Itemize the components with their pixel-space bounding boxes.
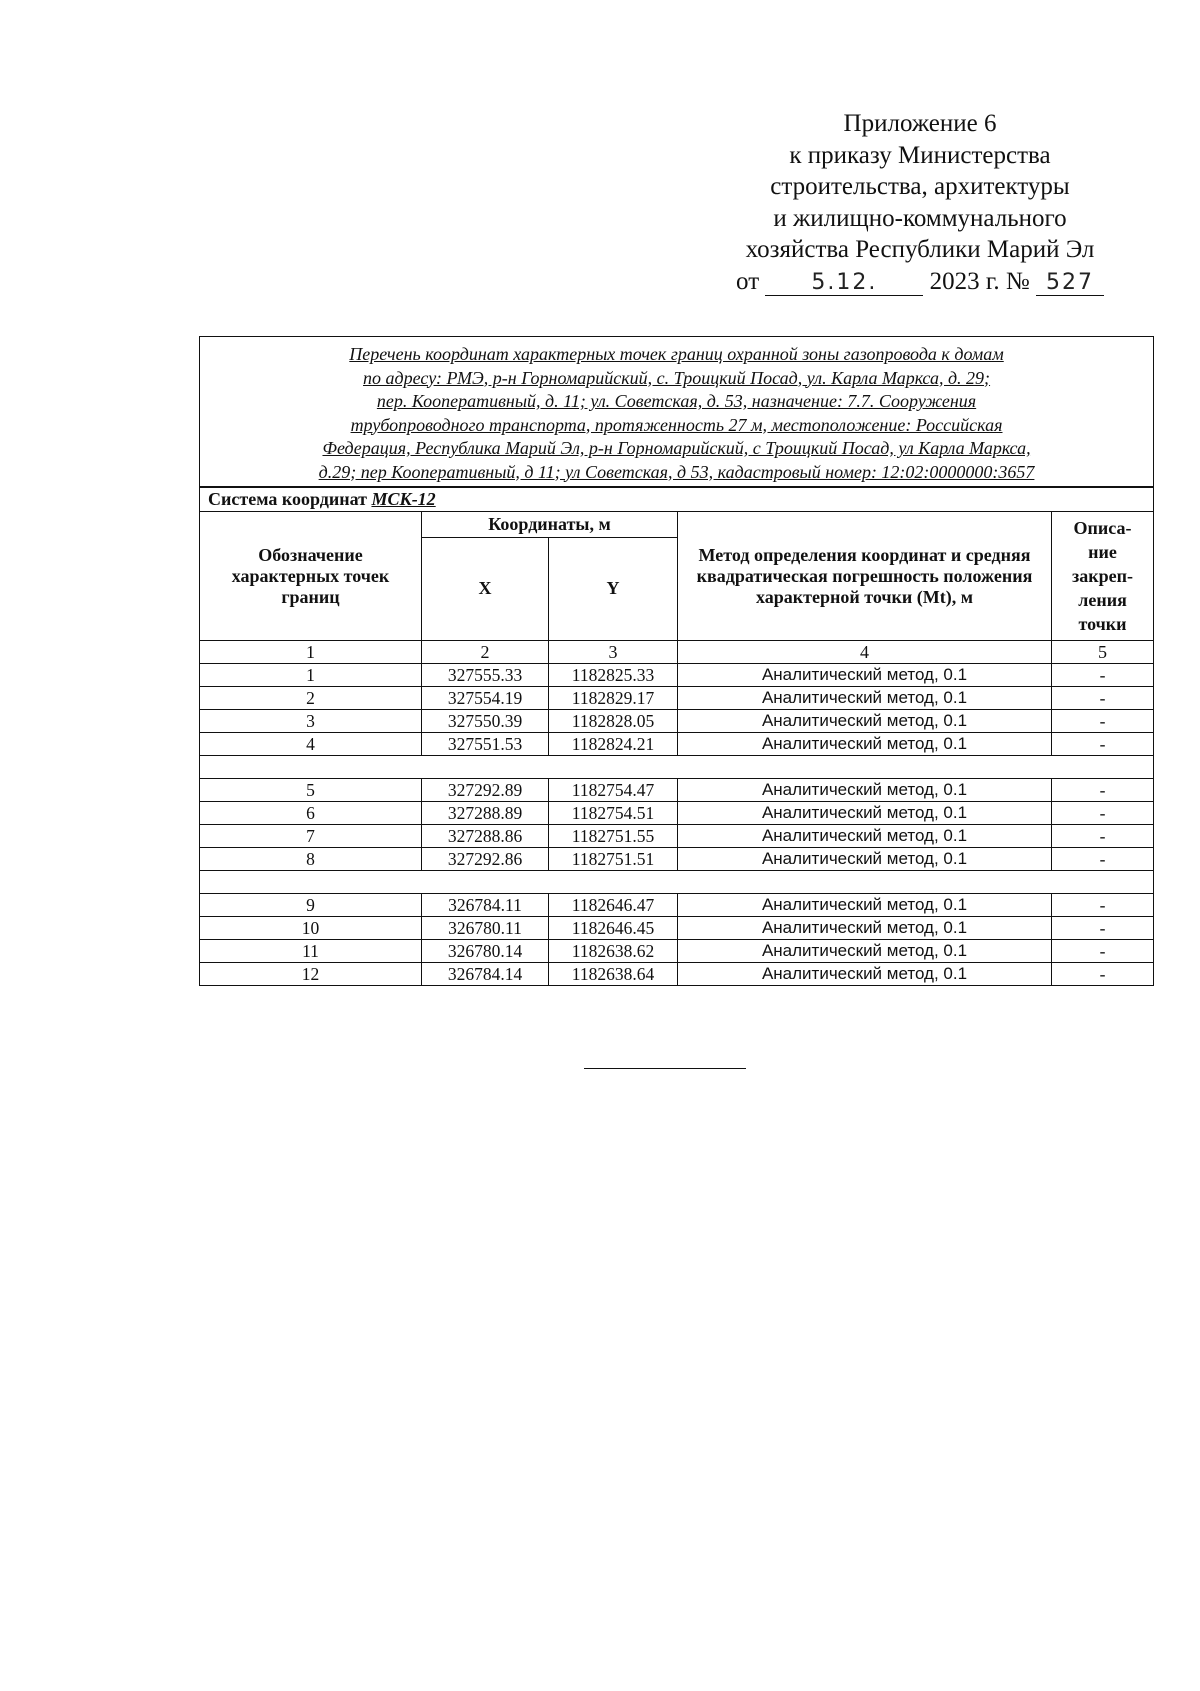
y-coordinate: 1182646.47 [549, 894, 678, 917]
table-title-line: по адресу: РМЭ, р-н Горномарийский, с. Троицкий Посад, ул. Карла Маркса, д. 29; [363, 367, 991, 388]
table-row [200, 917, 1154, 940]
header-x: X [422, 537, 549, 640]
table-row [200, 940, 1154, 963]
coordinates-table [199, 336, 1154, 986]
appendix-order-line: к приказу Министерства [789, 141, 1051, 169]
x-coordinate: 326780.11 [422, 917, 549, 940]
table-row [200, 825, 1154, 848]
point-description: - [1052, 848, 1154, 871]
header-point: Обозначение характерных точек границ [200, 512, 422, 641]
method: Аналитический метод, 0.1 [678, 664, 1052, 687]
x-coordinate: 326784.14 [422, 963, 549, 986]
coordinate-system [200, 487, 1154, 512]
coordinate-system-row [200, 487, 1154, 512]
table-title-line: Перечень координат характерных точек границ охранной зоны газопровода к домам [349, 344, 1004, 364]
method: Аналитический метод, 0.1 [678, 802, 1052, 825]
column-number-row [200, 641, 1154, 664]
y-coordinate: 1182754.47 [549, 779, 678, 802]
x-coordinate: 327551.53 [422, 733, 549, 756]
y-coordinate: 1182638.64 [549, 963, 678, 986]
coordinate-system-label: Система координат [208, 489, 367, 509]
point-description: - [1052, 664, 1154, 687]
table-row [200, 710, 1154, 733]
point-description: - [1052, 733, 1154, 756]
x-coordinate: 327292.86 [422, 848, 549, 871]
y-coordinate: 1182646.45 [549, 917, 678, 940]
method: Аналитический метод, 0.1 [678, 710, 1052, 733]
method: Аналитический метод, 0.1 [678, 894, 1052, 917]
table-row [200, 687, 1154, 710]
table-title [200, 337, 1154, 488]
closing-divider [584, 1068, 746, 1069]
y-coordinate: 1182828.05 [549, 710, 678, 733]
table-row [200, 894, 1154, 917]
point-number: 3 [200, 710, 422, 733]
x-coordinate: 327292.89 [422, 779, 549, 802]
y-coordinate: 1182754.51 [549, 802, 678, 825]
x-coordinate: 326780.14 [422, 940, 549, 963]
point-number: 5 [200, 779, 422, 802]
x-coordinate: 327555.33 [422, 664, 549, 687]
coordinate-system-name: МСК-12 [371, 489, 436, 509]
appendix-title: Приложение 6 [843, 110, 997, 137]
table-row [200, 848, 1154, 871]
method: Аналитический метод, 0.1 [678, 940, 1052, 963]
x-coordinate: 327288.89 [422, 802, 549, 825]
table-row [200, 802, 1154, 825]
point-number: 6 [200, 802, 422, 825]
point-number: 7 [200, 825, 422, 848]
header-coordinates: Координаты, м [422, 512, 678, 538]
y-coordinate: 1182638.62 [549, 940, 678, 963]
table-row [200, 733, 1154, 756]
point-description: - [1052, 894, 1154, 917]
point-number: 8 [200, 848, 422, 871]
group-separator [200, 871, 1154, 894]
column-number: 4 [678, 641, 1052, 664]
point-description: - [1052, 940, 1154, 963]
method: Аналитический метод, 0.1 [678, 687, 1052, 710]
point-description: - [1052, 963, 1154, 986]
handwritten-order-number: 527 [1036, 271, 1104, 296]
method: Аналитический метод, 0.1 [678, 917, 1052, 940]
table-title-line: д.29; пер Кооперативный, д 11; ул Советская, д 53, кадастровый номер: 12:02:0000000:3657 [318, 461, 1035, 482]
y-coordinate: 1182751.55 [549, 825, 678, 848]
x-coordinate: 327554.19 [422, 687, 549, 710]
method: Аналитический метод, 0.1 [678, 963, 1052, 986]
y-coordinate: 1182751.51 [549, 848, 678, 871]
point-number: 4 [200, 733, 422, 756]
table-title-line: пер. Кооперативный, д. 11; ул. Советская, д. 53, назначение: 7.7. Сооружения [376, 391, 977, 411]
method: Аналитический метод, 0.1 [678, 733, 1052, 756]
x-coordinate: 327288.86 [422, 825, 549, 848]
appendix-ministry-line-2: и жилищно-коммунального [773, 204, 1067, 232]
point-description: - [1052, 687, 1154, 710]
point-number: 11 [200, 940, 422, 963]
method: Аналитический метод, 0.1 [678, 825, 1052, 848]
method: Аналитический метод, 0.1 [678, 848, 1052, 871]
point-number: 2 [200, 687, 422, 710]
table-row [200, 963, 1154, 986]
method: Аналитический метод, 0.1 [678, 779, 1052, 802]
point-number: 10 [200, 917, 422, 940]
column-number: 2 [422, 641, 549, 664]
header-description: Описа-ние закреп-ления точки [1052, 512, 1154, 641]
y-coordinate: 1182824.21 [549, 733, 678, 756]
year-text: 2023 г. № [929, 267, 1030, 295]
table-title-line: Федерация, Республика Марий Эл, р-н Горномарийский, с Троицкий Посад, ул Карла Маркса, [322, 438, 1031, 458]
table-row [200, 664, 1154, 687]
table-row [200, 779, 1154, 802]
date-prefix: от [736, 267, 760, 295]
y-coordinate: 1182829.17 [549, 687, 678, 710]
header-y: Y [549, 537, 678, 640]
group-separator [200, 756, 1154, 779]
column-number: 1 [200, 641, 422, 664]
point-description: - [1052, 802, 1154, 825]
table-title-line: трубопроводного транспорта, протяженность 27 м, местоположение: Российская [350, 414, 1003, 435]
point-description: - [1052, 710, 1154, 733]
group-separator-row [200, 871, 1154, 894]
point-description: - [1052, 779, 1154, 802]
point-number: 1 [200, 664, 422, 687]
x-coordinate: 326784.11 [422, 894, 549, 917]
point-number: 12 [200, 963, 422, 986]
header-row-1 [200, 512, 1154, 538]
x-coordinate: 327550.39 [422, 710, 549, 733]
column-number: 3 [549, 641, 678, 664]
appendix-ministry-line-1: строительства, архитектуры [770, 173, 1070, 200]
group-separator-row [200, 756, 1154, 779]
header-method: Метод определения координат и средняя квадратическая погрешность положения характерной точки (Mt), м [678, 512, 1052, 641]
point-description: - [1052, 825, 1154, 848]
appendix-date-line [690, 266, 1150, 298]
appendix-header [690, 108, 1150, 297]
table-title-row [200, 337, 1154, 488]
y-coordinate: 1182825.33 [549, 664, 678, 687]
column-number: 5 [1052, 641, 1154, 664]
handwritten-date: 5.12. [765, 271, 923, 296]
point-description: - [1052, 917, 1154, 940]
point-number: 9 [200, 894, 422, 917]
appendix-ministry-line-3: хозяйства Республики Марий Эл [745, 236, 1095, 263]
